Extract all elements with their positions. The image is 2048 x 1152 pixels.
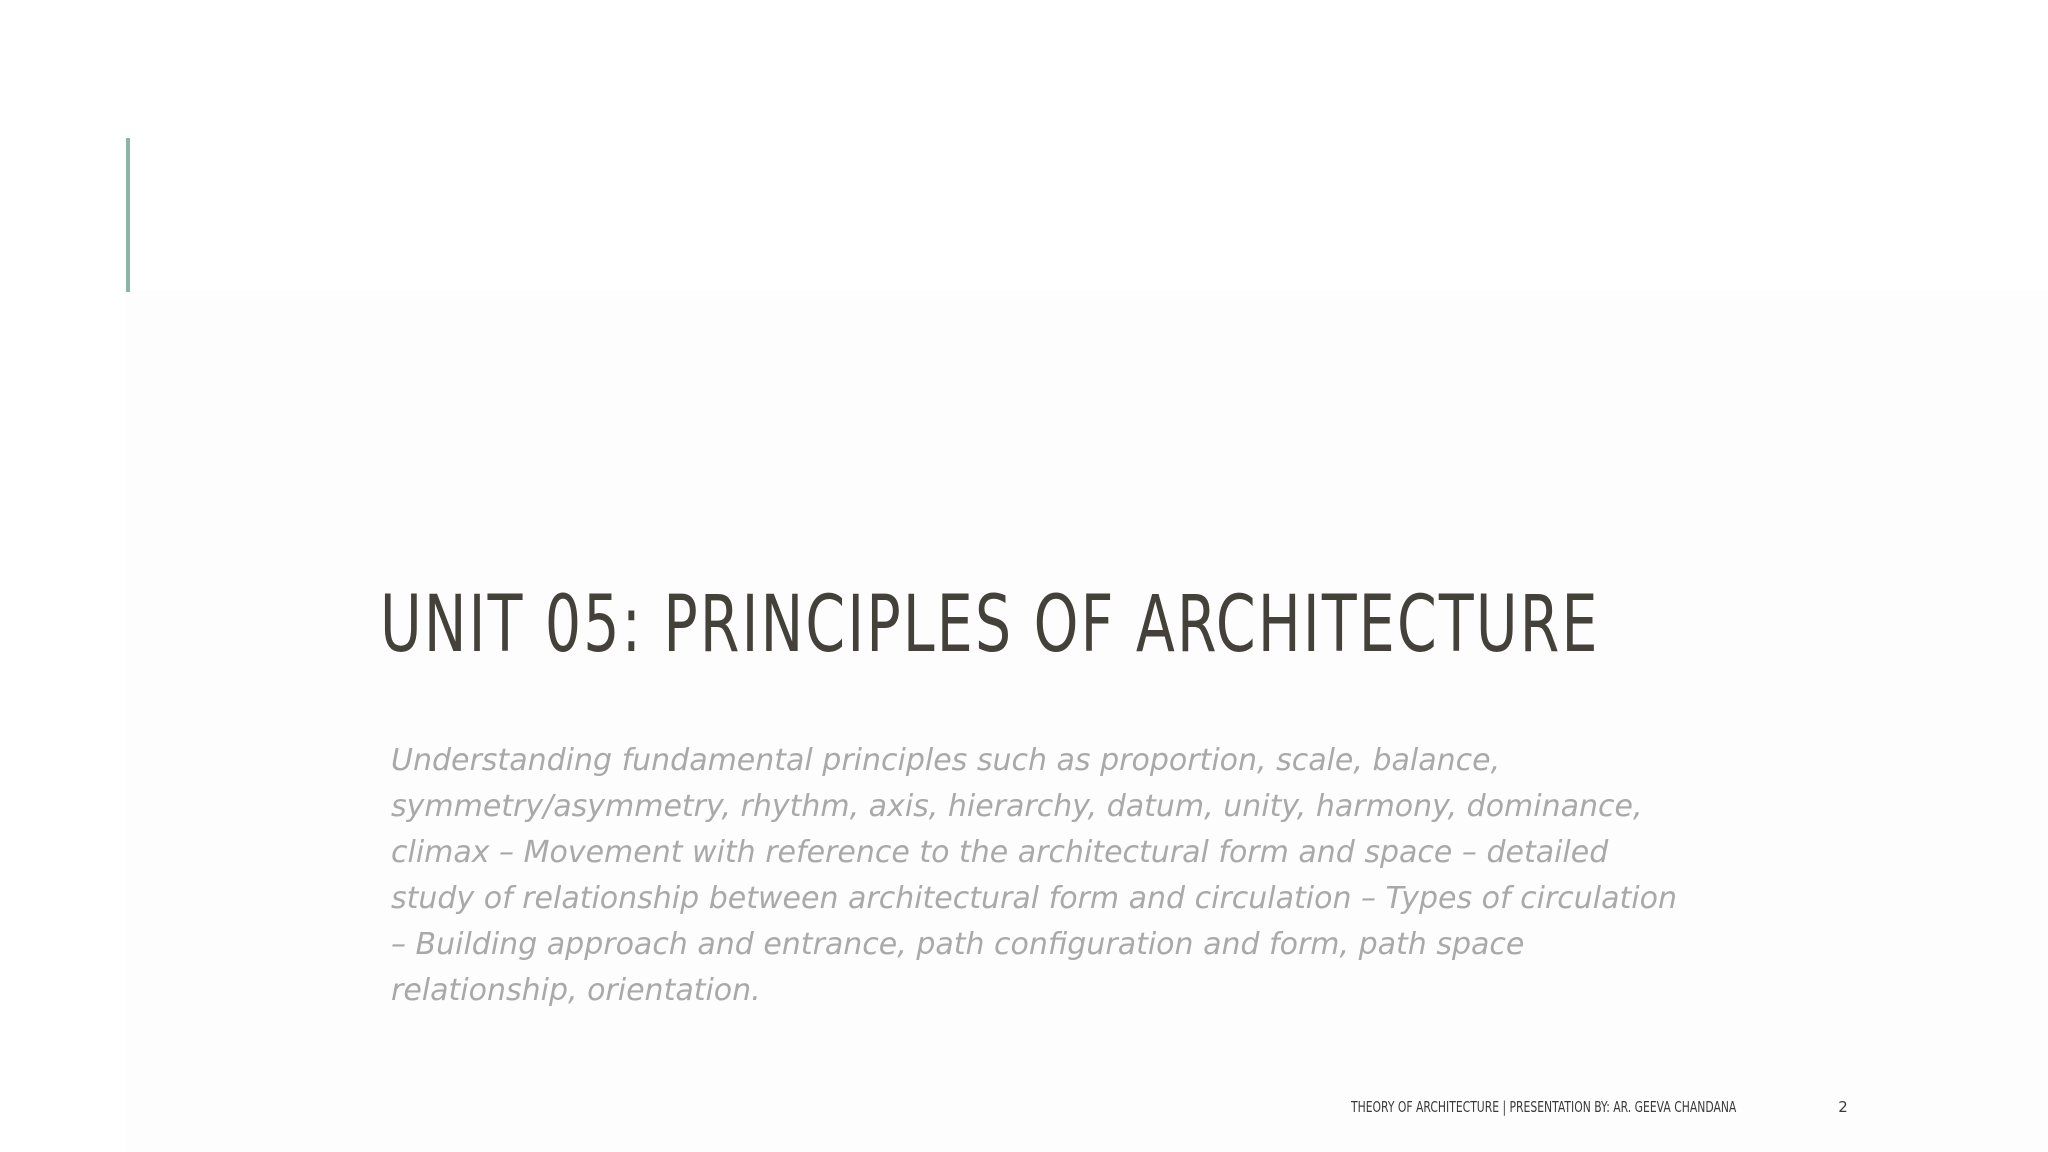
slide-title: UNIT 05: PRINCIPLES OF ARCHITECTURE <box>380 580 1600 670</box>
page-number: 2 <box>1838 1098 1848 1116</box>
slide-footer: THEORY OF ARCHITECTURE | PRESENTATION BY: AR. GEEVA CHANDANA <box>1351 1098 1737 1116</box>
accent-bar <box>126 138 130 292</box>
slide-content-panel <box>126 290 2048 1152</box>
slide-subtitle: Understanding fundamental principles such as proportion, scale, balance, symmetry/asymmetry, rhythm, axis, hierarchy, datum, unity, harmony, dominance, climax – Movement with reference to the architectural form and space – detailed study of relationship between architectural form and circulation – Types of circulation – Building approach and entrance, path configuration and form, path space relationship, orientation. <box>391 743 1677 1008</box>
